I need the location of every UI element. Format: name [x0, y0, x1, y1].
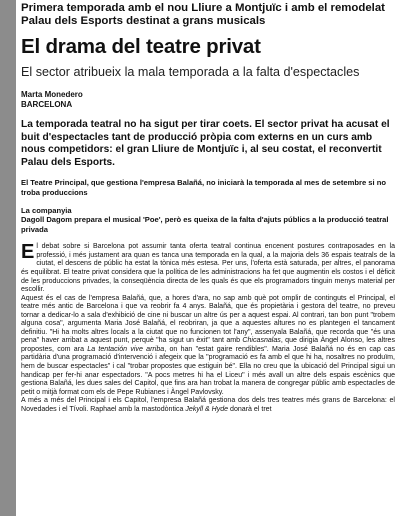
headline: El drama del teatre privat — [21, 35, 261, 58]
body-paragraph-2c: , on han "estat gaire rendibles". Maria José Balañá no és en cap cas partidària d'una programació d'intervenció i afegeix que la "programació es fa amb el que hi ha, nosaltres no produïm, hem de buscar espectacles" i cal "trobar propostes que estiguin bé". Ella no creu que la ubicació del Principal sigui un handicap per fer-hi anar espectadors. "A pocs metres hi ha el Liceu" i més avall un altre dels espais escènics que gestiona Balañá, les dues sales del Capitol, que fins ara han trobat la manera de congregar públic amb espectacles de petit o mitjà format com els de Pepe Rubianes i Àngel Pavlovsky. — [21, 345, 395, 396]
body-paragraph-3: A més a més del Principal i els Capitol, l'empresa Balañá gestiona dos dels tres teatres més grans de Barcelona: el Novedades i el Tívoli. Raphael amb la mastodòntica — [21, 397, 395, 413]
location: BARCELONA — [21, 100, 73, 109]
drop-cap: E — [21, 241, 35, 264]
show-title-tentacion: La tentación vive arriba — [87, 345, 165, 353]
lead-paragraph: La temporada teatral no ha sigut per tirar coets. El sector privat ha acusat el buit d'espectacles tant de producció pròpia com externs en un curs amb nous competidors: el gran Lliure de Montjuïc i, al seu costat, el reconvertit Palau dels Esports. — [21, 119, 390, 168]
article-body — [21, 243, 395, 414]
show-title-jekyll: Jekyll & Hyde — [185, 405, 229, 413]
show-title-chicasnalas: Chicasnalas — [242, 337, 281, 345]
section-sidebar — [0, 0, 16, 516]
kicker: Primera temporada amb el nou Lliure a Montjuïc i amb el remodelat Palau dels Esports destinat a grans musicals — [21, 2, 385, 27]
body-paragraph-3b: donarà el tret — [228, 405, 272, 413]
section-title: La companyia — [21, 205, 72, 215]
body-paragraph-2b: , que dirigia Àngel Alonso, les altres propostes, com ara — [21, 337, 395, 353]
byline — [21, 90, 395, 110]
subtitle: El sector atribueix la mala temporada a la falta d'espectacles — [21, 65, 360, 79]
article — [21, 0, 395, 414]
highlight-note: El Teatre Principal, que gestiona l'empresa Balañá, no iniciarà la temporada al mes de setembre si no troba produccions — [21, 178, 387, 197]
author: Marta Monedero — [21, 90, 83, 99]
body-paragraph-1: l debat sobre si Barcelona pot assumir tanta oferta teatral continua encenent postures contraposades en la professió, i més justament ara quan es tanca una temporada en la qual, a la majoria dels 36 espais teatrals de la ciutat, el descens de públic ha estat la tònica més estesa. Per uns, l'oferta està saturada, per altres, el panorama és equilibrat. El teatre privat considera que la política de les administracions ha fet que augmentin els costos i el dèficit de les produccions privades, la conseqüència directa de les quals és que els programadors tinguin menys material per escollir. — [21, 243, 395, 294]
section-lead: Dagoll Dagom prepara el musical 'Poe', però es queixa de la falta d'ajuts públics a la producció teatral privada — [21, 215, 389, 234]
body-paragraph-2: Aquest és el cas de l'empresa Balañá, que, a hores d'ara, no sap amb què pot omplir de continguts el Principal, el teatre més antic de Barcelona i que va reobrir fa 4 anys. Balañá, que és propietària i gestora del teatre, no preveu tornar a dedicar-lo a sala d'exhibició de cine ni buscar un altre ús per a aquest espai. Al contrari, tan bon punt "trobem alguna cosa", argumenta Maria José Balañá, el reobriran, ja que a aquestes altures no es plantegen el tancament definitiu. "Hi ha molts altres locals a la ciutat que no funcionen tot l'any", assenyala Balañá, que recorda que "és una pena" haver arribat a aquest punt, perquè "ha sigut un èxit" tant amb — [21, 294, 395, 345]
